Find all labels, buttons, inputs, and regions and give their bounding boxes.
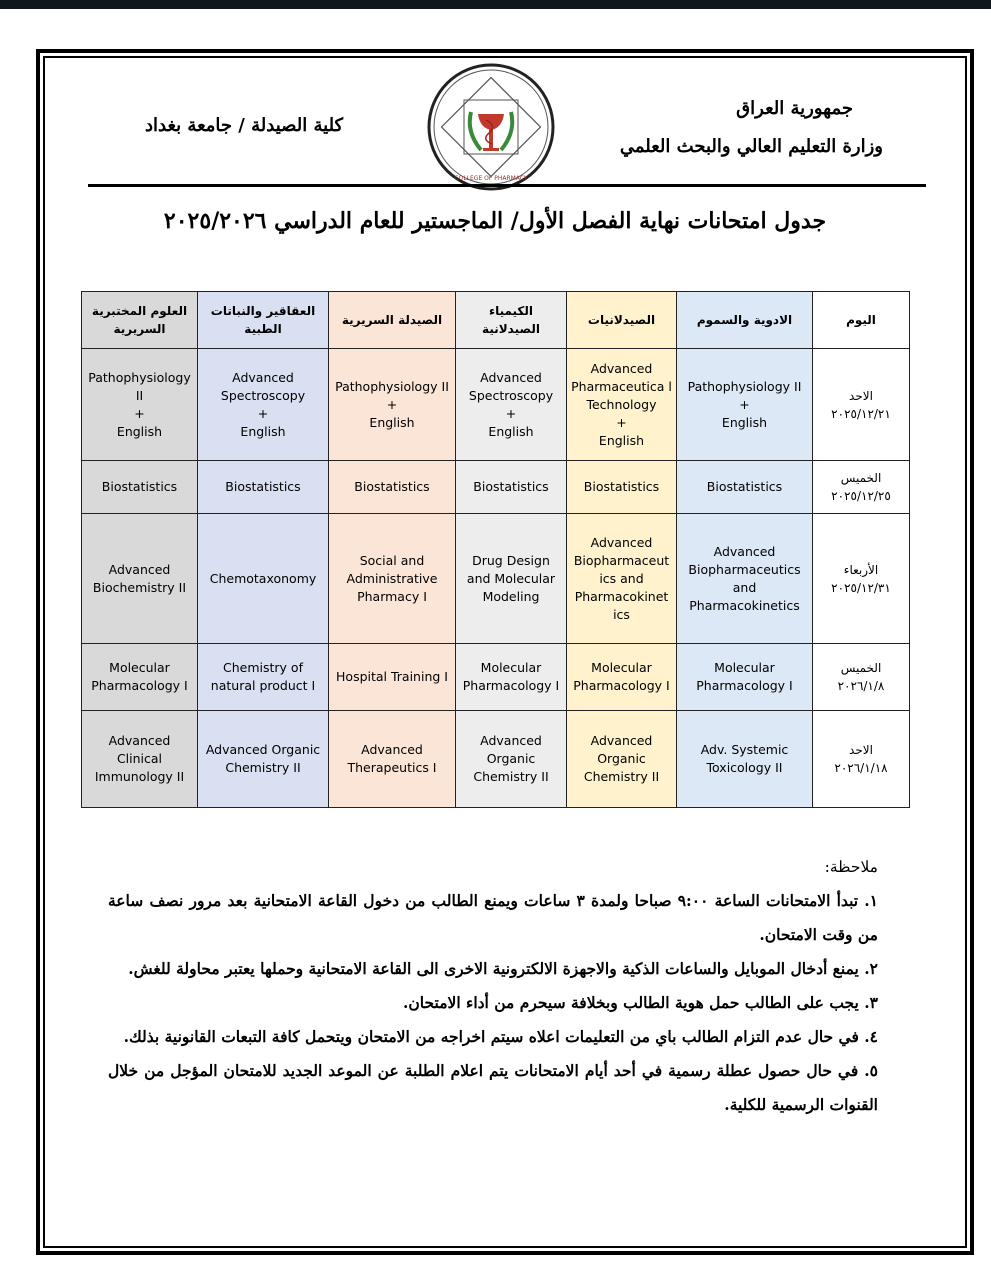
exam-cell xyxy=(677,644,813,711)
course-text: Hospital Training I xyxy=(336,669,448,684)
note-item: ١. تبدأ الامتحانات الساعة ٩:٠٠ صباحا ولمدة ٣ ساعات ويمنع الطالب من دخول القاعة الامتحانية بعد مرور نصف ساعة من وقت الامتحان. xyxy=(108,891,878,944)
college-name: كلية الصيدلة / جامعة بغداد xyxy=(145,115,344,136)
exam-date: ٢٠٢٥/١٢/٣١ xyxy=(831,580,891,595)
day-name: الخميس xyxy=(840,471,882,485)
exam-cell xyxy=(456,644,567,711)
country-name: جمهورية العراق xyxy=(736,98,853,119)
day-name: الاحد xyxy=(849,743,873,757)
course-text: English xyxy=(240,423,286,439)
day-cell xyxy=(813,711,910,808)
note-item: ٢. يمنع أدخال الموبايل والساعات الذكية والاجهزة الالكترونية الاخرى الى القاعة الامتحانية وحملها يعتبر محاولة للغش. xyxy=(128,959,878,978)
exam-cell xyxy=(456,349,567,461)
table-row xyxy=(82,644,910,711)
day-name: الخميس xyxy=(840,661,882,675)
course-text: Chemistry of natural product I xyxy=(210,660,316,693)
header-divider xyxy=(88,184,926,187)
page-title: جدول امتحانات نهاية الفصل الأول/ الماجستير للعام الدراسي ٢٠٢٥/٢٠٢٦ xyxy=(163,208,827,234)
course-text: English xyxy=(369,414,415,430)
exam-cell xyxy=(677,461,813,514)
course-text: Biostatistics xyxy=(101,479,178,494)
exam-cell xyxy=(329,349,456,461)
course-text: Advanced Clinical Immunology II xyxy=(94,733,185,784)
course-text: Advanced Organic Chemistry II xyxy=(473,733,549,784)
note-item: ٤. في حال عدم التزام الطالب باي من التعليمات اعلاه سيتم اخراجه من الامتحان ويتحمل كافة التبعات القانونية بذلك. xyxy=(123,1027,878,1046)
course-text: Drug Design and Molecular Modeling xyxy=(466,552,556,604)
notes-label: ملاحظة: xyxy=(824,858,878,876)
course-text: Chemotaxonomy xyxy=(209,570,317,586)
exam-cell xyxy=(198,514,329,644)
course-text: Biostatistics xyxy=(354,479,430,494)
course-text: + xyxy=(505,405,517,421)
course-text: Advanced Pharmaceutica l Technology xyxy=(571,360,672,412)
course-text: Biostatistics xyxy=(706,479,783,494)
exam-cell xyxy=(82,711,198,808)
exam-cell xyxy=(456,711,567,808)
course-text: Molecular Pharmacology I xyxy=(91,660,188,693)
exam-cell xyxy=(329,461,456,514)
day-name: الأربعاء xyxy=(843,562,879,577)
col-header-pharm-chem: الكيمياء الصيدلانية xyxy=(456,292,567,349)
table-header-row xyxy=(82,292,910,349)
col-header-day: اليوم xyxy=(813,292,910,349)
day-cell xyxy=(813,461,910,514)
col-header-pharmaceutics: الصيدلانيات xyxy=(567,292,677,349)
exam-cell xyxy=(82,644,198,711)
course-text: + xyxy=(257,405,269,421)
day-name: الاحد xyxy=(849,388,873,403)
course-text: Advanced Organic Chemistry II xyxy=(205,742,321,775)
col-header-pharmacognosy: العقاقير والنباتات الطبية xyxy=(198,292,329,349)
day-cell xyxy=(813,349,910,461)
course-text: Pathophysiology II xyxy=(687,378,802,394)
exam-date: ٢٠٢٥/١٢/٢١ xyxy=(831,406,891,421)
course-text: Pathophysiology II xyxy=(335,378,449,394)
ministry-name: وزارة التعليم العالي والبحث العلمي xyxy=(619,135,883,157)
course-text: Biostatistics xyxy=(473,479,549,494)
course-text: Advanced Organic Chemistry II xyxy=(583,733,660,784)
exam-cell xyxy=(677,711,813,808)
col-header-pharmacology: الادوية والسموم xyxy=(677,292,813,349)
exam-cell xyxy=(82,461,198,514)
exam-cell xyxy=(198,711,329,808)
window-top-bar xyxy=(0,0,991,9)
exam-cell xyxy=(329,514,456,644)
course-text: Molecular Pharmacology I xyxy=(573,660,670,693)
exam-cell xyxy=(567,461,677,514)
exam-date: ٢٠٢٥/١٢/٢٥ xyxy=(831,489,891,503)
exam-schedule-table xyxy=(81,291,910,808)
note-item: ٣. يجب على الطالب حمل هوية الطالب وبخلافة سيحرم من أداء الامتحان. xyxy=(403,993,878,1012)
course-text: English xyxy=(598,432,645,448)
header-right xyxy=(620,98,883,157)
note-item: ٥. في حال حصول عطلة رسمية في أحد أيام الامتحانات يتم اعلام الطلبة عن الموعد الجديد للامتحان المؤجل من خلال القنوات الرسمية للكلية. xyxy=(108,1061,878,1114)
exam-cell xyxy=(198,349,329,461)
exam-cell xyxy=(567,711,677,808)
table-row xyxy=(82,514,910,644)
exam-cell xyxy=(567,349,677,461)
exam-date: ٢٠٢٦/١/٨ xyxy=(837,679,885,693)
course-text: English xyxy=(116,423,163,439)
table-row xyxy=(82,349,910,461)
table-row xyxy=(82,711,910,808)
exam-cell xyxy=(198,461,329,514)
course-text: Biostatistics xyxy=(225,479,301,494)
course-text: Molecular Pharmacology I xyxy=(462,660,560,693)
exam-cell xyxy=(329,711,456,808)
exam-cell xyxy=(677,349,813,461)
course-text: Advanced Biopharmaceut ics and Pharmacokinet ics xyxy=(573,534,670,622)
exam-cell xyxy=(456,461,567,514)
course-text: + xyxy=(386,396,398,412)
exam-cell xyxy=(198,644,329,711)
course-text: Adv. Systemic Toxicology II xyxy=(700,742,789,775)
exam-cell xyxy=(329,644,456,711)
course-text: + xyxy=(616,414,627,430)
logo-text: COLLEGE OF PHARMACY xyxy=(454,175,528,182)
course-text: + xyxy=(134,405,145,421)
course-text: Pathophysiology II xyxy=(88,369,191,403)
day-cell xyxy=(813,644,910,711)
table-row xyxy=(82,461,910,514)
day-cell xyxy=(813,514,910,644)
col-header-clinical-pharmacy: الصيدلة السريرية xyxy=(329,292,456,349)
course-text: + xyxy=(739,396,750,412)
course-text: Social and Administrative Pharmacy I xyxy=(346,552,438,604)
course-text: Biostatistics xyxy=(583,479,660,494)
exam-cell xyxy=(567,644,677,711)
notes-section xyxy=(108,850,878,1122)
course-text: Advanced Spectroscopy xyxy=(468,369,554,403)
course-text: Advanced Biopharmaceutics and Pharmacokinetics xyxy=(688,543,801,613)
course-text: Molecular Pharmacology I xyxy=(696,660,793,693)
col-header-clinical-lab: العلوم المختبرية السريرية xyxy=(82,292,198,349)
exam-cell xyxy=(82,514,198,644)
course-text: Advanced Biochemistry II xyxy=(92,561,187,595)
exam-cell xyxy=(82,349,198,461)
course-text: English xyxy=(488,423,534,439)
course-text: Advanced Spectroscopy xyxy=(220,369,306,403)
college-logo-icon xyxy=(426,62,556,192)
exam-date: ٢٠٢٦/١/١٨ xyxy=(834,761,888,775)
course-text: English xyxy=(721,414,768,430)
exam-cell xyxy=(677,514,813,644)
exam-cell xyxy=(456,514,567,644)
course-text: Advanced Therapeutics I xyxy=(347,742,437,775)
exam-cell xyxy=(567,514,677,644)
